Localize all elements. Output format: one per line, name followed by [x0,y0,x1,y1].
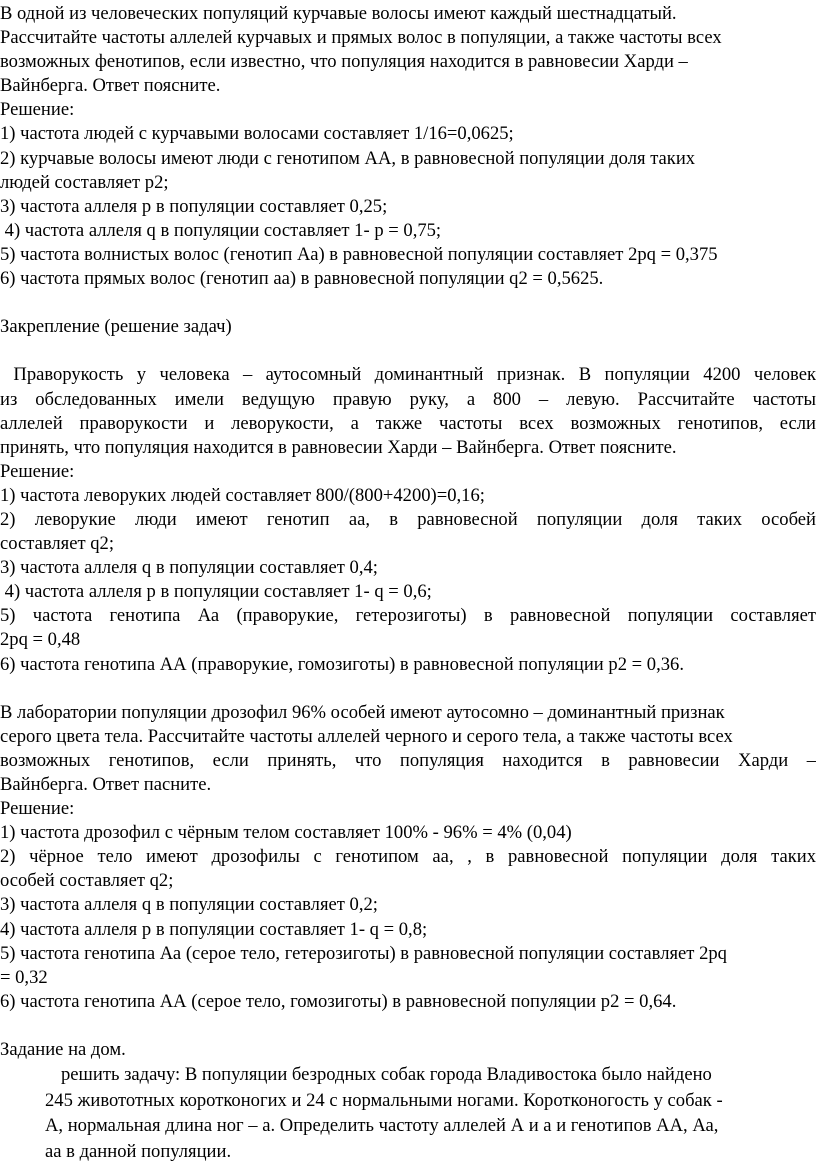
problem-3-step: 5) частота генотипа Аа (серое тело, гетерозиготы) в равновесной популяции составляет 2pq [0,942,727,964]
homework [0,1038,816,1164]
problem-1-step: 3) частота аллеля p в популяции составляет 0,25; [0,195,388,217]
problem-3-step: 6) частота генотипа АА (серое тело, гомозиготы) в равновесной популяции p2 = 0,64. [0,990,677,1012]
section-heading: Закрепление (решение задач) [0,316,232,338]
homework-heading: Задание на дом. [0,1039,126,1061]
problem-1-step: 4) частота аллеля q в популяции составляет 1- p = 0,75; [0,219,442,241]
spacer [0,677,816,701]
problem-1-step: 2) курчавые волосы имеют люди с генотипом АА, в равновесной популяции доля таких [0,147,696,169]
problem-2-step: 6) частота генотипа АА (праворукие, гомозиготы) в равновесной популяции p2 = 0,36. [0,653,684,675]
problem-1-step: людей составляет p2; [0,171,169,193]
spacer [0,339,816,363]
homework-task-line: аа в данной популяции. [45,1140,232,1162]
problem-2-step: 3) частота аллеля q в популяции составляет 0,4; [0,557,378,579]
problem-1-solution-label: Решение: [0,99,75,121]
problem-3-step: 4) частота аллеля p в популяции составляет 1- q = 0,8; [0,918,428,940]
document-page [0,2,816,1165]
homework-task-line: 245 живототных коротконогих и 24 с нормальными ногами. Коротконогость у собак - [45,1089,723,1111]
problem-1-step: 5) частота волнистых волос (генотип Аа) в равновесной популяции составляет 2pq = 0,375 [0,243,718,265]
problem-1-condition-line: возможных фенотипов, если известно, что популяция находится в равновесии Харди – [0,51,688,73]
problem-3-step: = 0,32 [0,966,48,988]
problem-2-condition-line: из обследованных имели ведущую правую руку, а 800 – левую. Рассчитайте частоты [0,388,816,410]
problem-2-solution-label: Решение: [0,460,75,482]
homework-task [45,1062,816,1164]
problem-2-condition-line: Праворукость у человека – аутосомный доминантный признак. В популяции 4200 человек [0,364,816,386]
homework-task-line: решить задачу: В популяции безродных собак города Владивостока было найдено [61,1064,712,1086]
problem-2-step: 2) леворукие люди имеют генотип аа, в равновесной популяции доля таких особей [0,508,816,530]
problem-2-step: 4) частота аллеля p в популяции составляет 1- q = 0,6; [0,581,432,603]
problem-3-step: 3) частота аллеля q в популяции составляет 0,2; [0,894,378,916]
problem-1-condition-line: В одной из человеческих популяций курчавые волосы имеют каждый шестнадцатый. [0,3,677,24]
problem-3-solution-label: Решение: [0,798,75,820]
problem-2-condition-line: аллелей праворукости и леворукости, а также частоты всех возможных генотипов, если [0,412,816,434]
problem-2-step: составляет q2; [0,533,115,555]
problem-2-step: 5) частота генотипа Аа (праворукие, гетерозиготы) в равновесной популяции составляет [0,605,816,627]
problem-1 [0,2,816,291]
problem-3-condition-line: возможных генотипов, если принять, что популяция находится в равновесии Харди – [0,749,816,771]
problem-3-step: 2) чёрное тело имеют дрозофилы с генотипом аа, , в равновесной популяции доля таких [0,846,816,868]
spacer [0,1014,816,1038]
problem-1-step: 6) частота прямых волос (генотип аа) в равновесной популяции q2 = 0,5625. [0,268,604,290]
problem-2-condition-line: принять, что популяция находится в равновесии Харди – Вайнберга. Ответ поясните. [0,436,677,458]
problem-2-step: 1) частота леворуких людей составляет 800/(800+4200)=0,16; [0,484,485,506]
problem-1-condition-line: Рассчитайте частоты аллелей курчавых и прямых волос в популяции, а также частоты всех [0,27,722,49]
problem-1-step: 1) частота людей с курчавыми волосами составляет 1/16=0,0625; [0,123,514,145]
problem-3-step: 1) частота дрозофил с чёрным телом составляет 100% - 96% = 4% (0,04) [0,822,572,844]
problem-1-condition-line: Вайнберга. Ответ поясните. [0,75,221,97]
problem-3-step: особей составляет q2; [0,870,174,892]
problem-2 [0,363,816,676]
problem-3-condition-line: Вайнберга. Ответ пасните. [0,774,212,795]
homework-task-line: А, нормальная длина ног – а. Определить частоту аллелей А и а и генотипов АА, Аа, [45,1115,719,1137]
problem-2-step: 2pq = 0,48 [0,629,81,651]
spacer [0,291,816,315]
problem-3-condition-line: серого цвета тела. Рассчитайте частоты аллелей черного и серого тела, а также частоты всех [0,725,733,747]
problem-3-condition-line: В лаборатории популяции дрозофил 96% особей имеют аутосомно – доминантный признак [0,701,725,723]
problem-3 [0,701,816,1014]
